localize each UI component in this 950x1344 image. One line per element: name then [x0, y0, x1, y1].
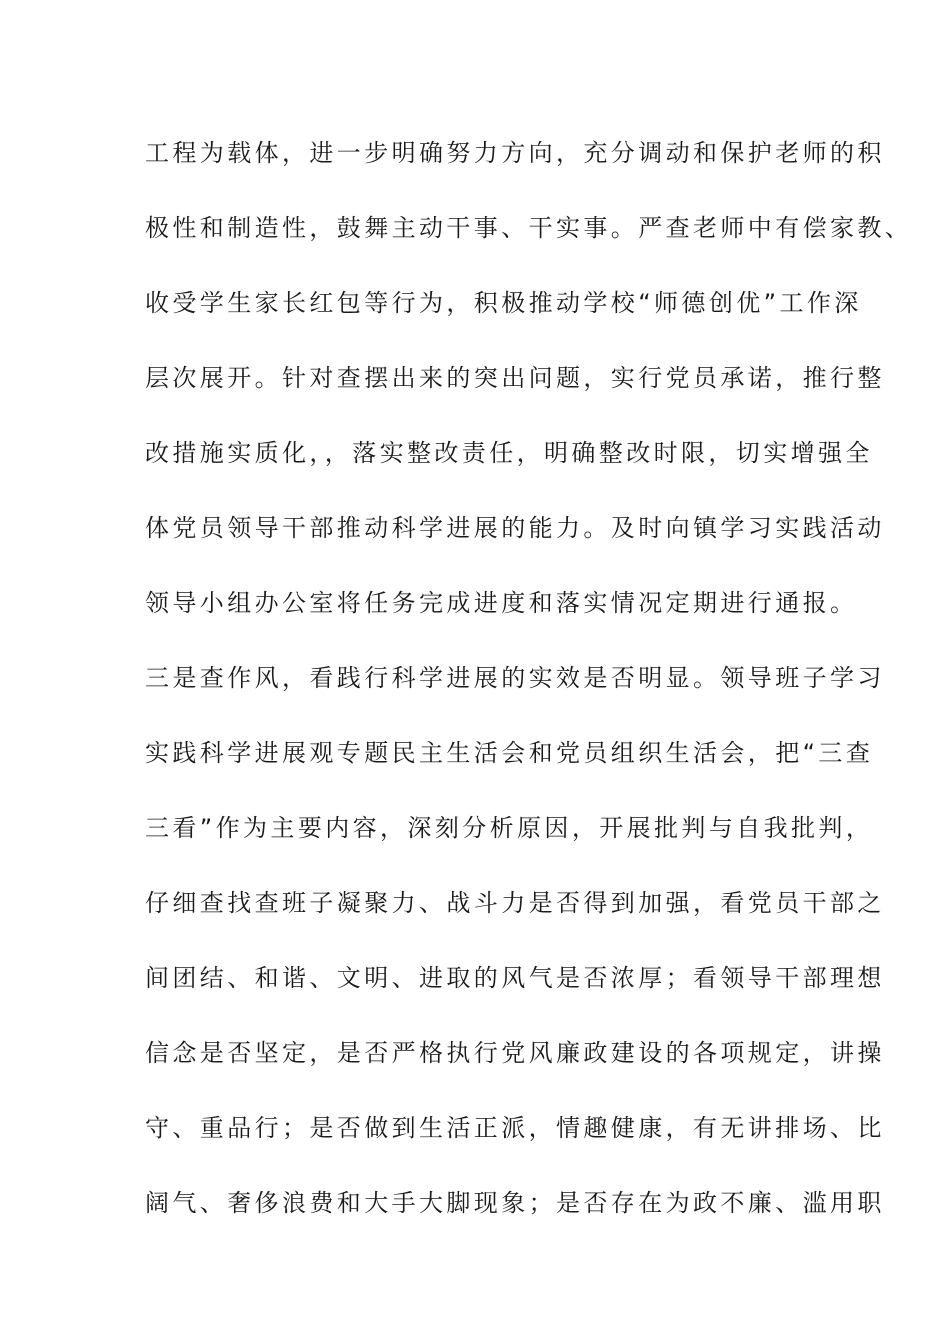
text-line: 信念是否坚定，是否严格执行党风廉政建设的各项规定，讲操 [145, 1039, 885, 1067]
text-line: 改措施实质化，，落实整改责任，明确整改时限，切实增强全 [145, 439, 873, 467]
text-line: 三看”作为主要内容，深刻分析原因，开展批判与自我批判， [145, 814, 874, 842]
text-line: 仔细查找查班子凝聚力、战斗力是否得到加强，看党员干部之 [145, 889, 885, 917]
text-line: 间团结、和谐、文明、进取的风气是否浓厚；看领导干部理想 [145, 964, 885, 992]
text-line: 极性和制造性，鼓舞主动干事、干实事。严查老师中有偿家教、 [145, 214, 913, 242]
text-line: 体党员领导干部推动科学进展的能力。及时向镇学习实践活动 [145, 514, 885, 542]
text-line: 工程为载体，进一步明确努力方向，充分调动和保护老师的积 [145, 139, 885, 167]
text-line: 领导小组办公室将任务完成进度和落实情况定期进行通报。 [145, 589, 858, 617]
text-line: 实践科学进展观专题民主生活会和党员组织生活会，把“三查 [145, 739, 874, 767]
text-line: 收受学生家长红包等行为，积极推动学校“师德创优”工作深 [145, 289, 862, 317]
text-line: 层次展开。针对查摆出来的突出问题，实行党员承诺，推行整 [145, 364, 885, 392]
text-line: 守、重品行；是否做到生活正派，情趣健康，有无讲排场、比 [145, 1114, 885, 1142]
text-line: 阔气、奢侈浪费和大手大脚现象；是否存在为政不廉、滥用职 [145, 1189, 885, 1217]
text-line: 三是查作风，看践行科学进展的实效是否明显。领导班子学习 [145, 664, 885, 692]
body-text [145, 130, 913, 1255]
